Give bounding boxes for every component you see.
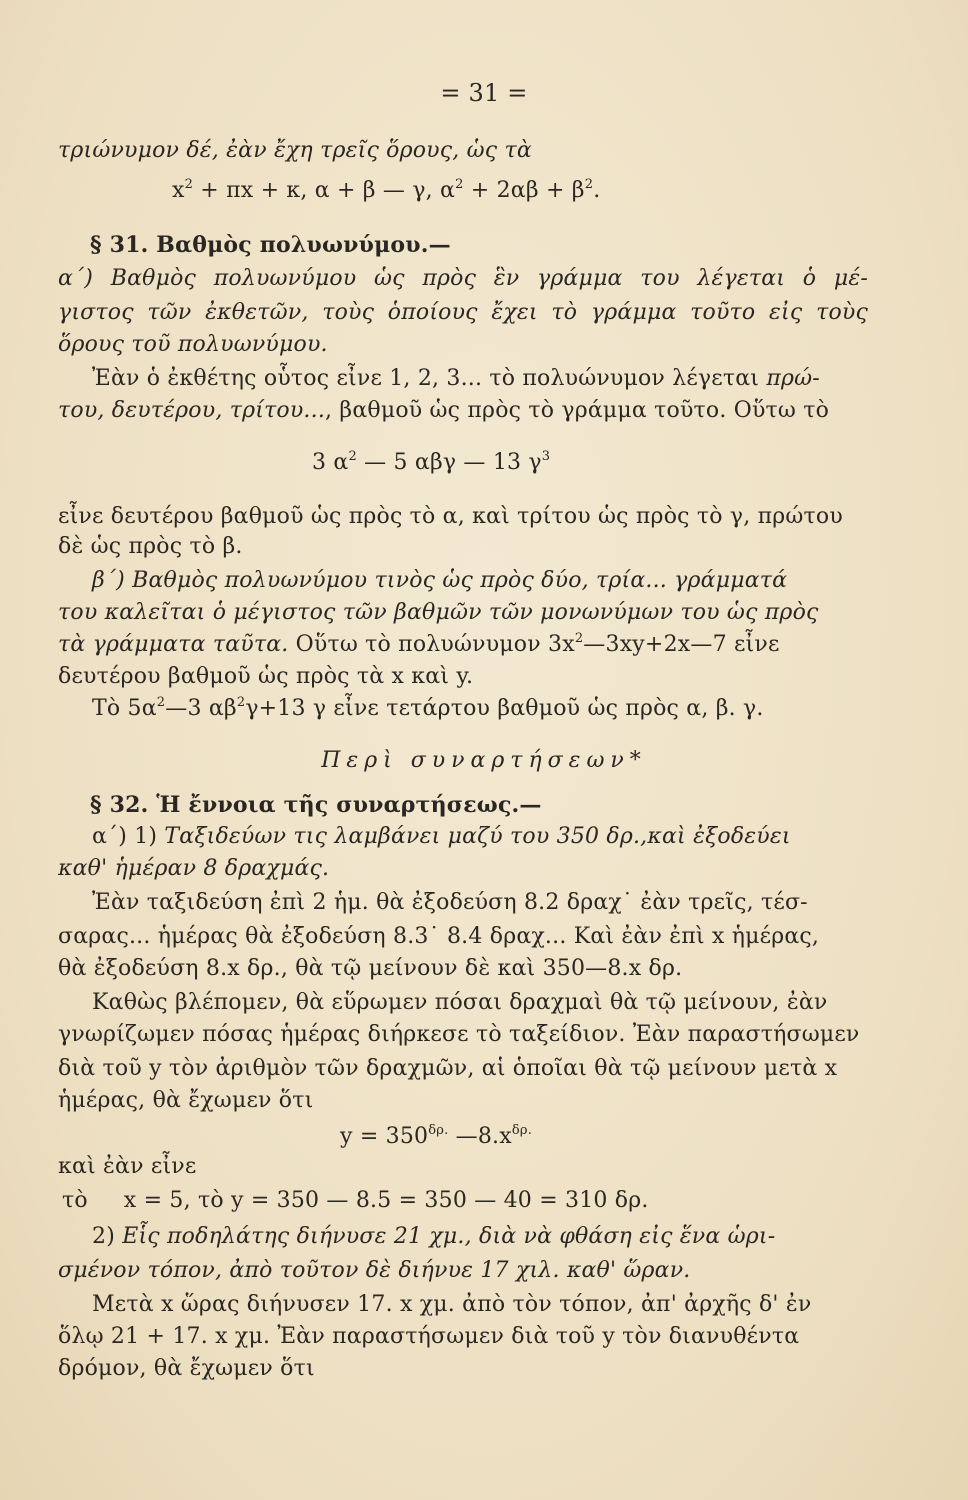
text-line: σαρας... ἡμέρας θὰ ἐξοδεύση 8.3˙ 8.4 δραχ... Καὶ ἐὰν ἐπὶ x ἡμέρας, — [58, 924, 820, 949]
text-line: θὰ ἐξοδεύση 8.x δρ., θὰ τῷ μείνουν δὲ καὶ 350—8.x δρ. — [58, 956, 683, 981]
text-line — [92, 694, 952, 724]
exponent: 2 — [236, 695, 246, 710]
text-line: του καλεῖται ὁ μέγιστος τῶν βαθμῶν τῶν μονωνύμων του ὡς πρὸς — [58, 600, 819, 625]
text-line: δρόμον, θὰ ἔχωμεν ὅτι — [58, 1356, 315, 1381]
text-line — [58, 136, 918, 166]
unit-superscript: δρ. — [511, 1123, 533, 1138]
text-line: ἡμέρας, θὰ ἔχωμεν ὅτι — [58, 1088, 314, 1113]
formula-line: τὸ x = 5, τὸ y = 350 — 8.5 = 350 — 40 = 310 δρ. — [62, 1188, 649, 1213]
unit-superscript: δρ. — [428, 1123, 449, 1138]
formula-line — [340, 1122, 968, 1152]
text-part: Εἷς ποδηλάτης διήνυσε 21 χμ., διὰ νὰ φθάση εἰς ἕνα ὡρι- — [122, 1224, 776, 1249]
text-line: διὰ τοῦ y τὸν ἀριθμὸν τῶν δραχμῶν, αἱ ὁποῖαι θὰ τῷ μείνουν μετὰ x — [58, 1056, 838, 1081]
text-part: —3 αβ — [165, 696, 237, 721]
exponent: 2 — [574, 631, 584, 646]
formula-part: + 2αβ + β — [463, 178, 585, 203]
text-line — [58, 396, 918, 426]
text-line: β΄) Βαθμὸς πολυωνύμου τινὸς ὡς πρὸς δύο, τρία... γράμματά — [92, 568, 788, 593]
text-line: Μετὰ x ὥρας διήνυσεν 17. x χμ. ἀπὸ τὸν τόπον, ἀπ' ἀρχῆς δ' ἐν — [92, 1292, 812, 1317]
exponent: 2 — [184, 177, 194, 192]
formula-part: + πx + κ, α + β — γ, α — [193, 178, 456, 203]
formula-part: —8.x — [448, 1124, 512, 1149]
text-part: του, δευτέρου, τρίτου... — [58, 398, 326, 423]
text-line: καθ' ἡμέραν 8 δραχμάς. — [58, 856, 330, 881]
text-part: Οὕτω τὸ πολυώνυμον 3x — [288, 632, 575, 657]
exponent: 2 — [156, 695, 166, 710]
text-line — [92, 822, 952, 852]
text-line: ὅλῳ 21 + 17. x χμ. Ἐὰν παραστήσωμεν διὰ τοῦ y τὸν διανυθέντα — [58, 1324, 800, 1349]
chapter-heading: Περὶ συναρτήσεων* — [321, 748, 647, 773]
text-line: ὅρους τοῦ πολυωνύμου. — [58, 332, 328, 357]
text-part: Τὸ 5α — [92, 696, 157, 721]
formula-part: — 5 αβγ — 13 γ — [356, 450, 542, 475]
exponent: 2 — [584, 177, 594, 192]
formula-part: y = 350 — [340, 1124, 429, 1149]
formula-part: . — [593, 178, 601, 203]
text-line: σμένον τόπον, ἀπὸ τοῦτον δὲ διήνυε 17 χιλ. καθ' ὥραν. — [58, 1258, 691, 1283]
text-part: —3xy+2x—7 εἶνε — [583, 632, 780, 657]
text-line: δευτέρου βαθμοῦ ὡς πρὸς τὰ x καὶ y. — [58, 664, 474, 689]
text-line: Ἐὰν ταξιδεύση ἐπὶ 2 ἡμ. θὰ ἐξοδεύση 8.2 δραχ˙ ἐὰν τρεῖς, τέσ- — [92, 890, 808, 915]
text-line: εἶνε δευτέρου βαθμοῦ ὡς πρὸς τὸ α, καὶ τρίτου ὡς πρὸς τὸ γ, πρώτου — [58, 504, 843, 529]
exponent: 3 — [541, 449, 551, 464]
text-line: γνωρίζωμεν πόσας ἡμέρας διήρκεσε τὸ ταξείδιον. Ἐὰν παραστήσωμεν — [58, 1022, 860, 1047]
formula-part: 3 α — [312, 450, 349, 475]
text-line: τριώνυμον δέ, ἐὰν ἔχη τρεῖς ὅρους, ὡς τὰ — [58, 138, 532, 163]
text-part: α΄) 1) — [92, 824, 165, 849]
text-line: γιστος τῶν ἐκθετῶν, τοὺς ὁποίους ἔχει τὸ γράμμα τοῦτο εἰς τοὺς — [58, 300, 868, 325]
text-part: , βαθμοῦ ὡς πρὸς τὸ γράμμα τοῦτο. Οὕτω τὸ — [325, 398, 830, 423]
text-line: δὲ ὡς πρὸς τὸ β. — [58, 534, 243, 559]
text-line: καὶ ἐὰν εἶνε — [58, 1154, 197, 1179]
text-line — [92, 1222, 952, 1252]
formula-line — [172, 176, 968, 206]
exponent: 2 — [455, 177, 464, 192]
text-part: τὰ γράμματα ταῦτα. — [58, 632, 289, 657]
text-line — [58, 630, 918, 660]
text-part: Ταξιδεύων τις λαμβάνει μαζύ του 350 δρ.,καὶ ἐξοδεύει — [164, 824, 791, 849]
text-line — [92, 364, 952, 394]
text-part: πρώ- — [766, 366, 820, 391]
text-part: 2) — [92, 1224, 123, 1249]
formula-line — [312, 448, 968, 478]
text-line: Καθὼς βλέπομεν, θὰ εὕρωμεν πόσαι δραχμαὶ θὰ τῷ μείνουν, ἐὰν — [92, 990, 828, 1015]
text-line: α΄) Βαθμὸς πολυωνύμου ὡς πρὸς ἓν γράμμα του λέγεται ὁ μέ- — [58, 266, 868, 291]
exponent: 2 — [348, 449, 357, 464]
text-part: Ἐὰν ὁ ἐκθέτης οὗτος εἶνε 1, 2, 3... τὸ πολυώνυμον λέγεται — [92, 366, 767, 391]
section-heading-32: § 32. Ἡ ἔννοια τῆς συναρτήσεως.— — [90, 792, 542, 818]
section-heading-31: § 31. Βαθμὸς πολυωνύμου.— — [90, 232, 451, 258]
page-number: = 31 = — [440, 79, 528, 107]
text-part: γ+13 γ εἶνε τετάρτου βαθμοῦ ὡς πρὸς α, β. γ. — [245, 696, 764, 721]
formula-part: x — [172, 178, 185, 203]
